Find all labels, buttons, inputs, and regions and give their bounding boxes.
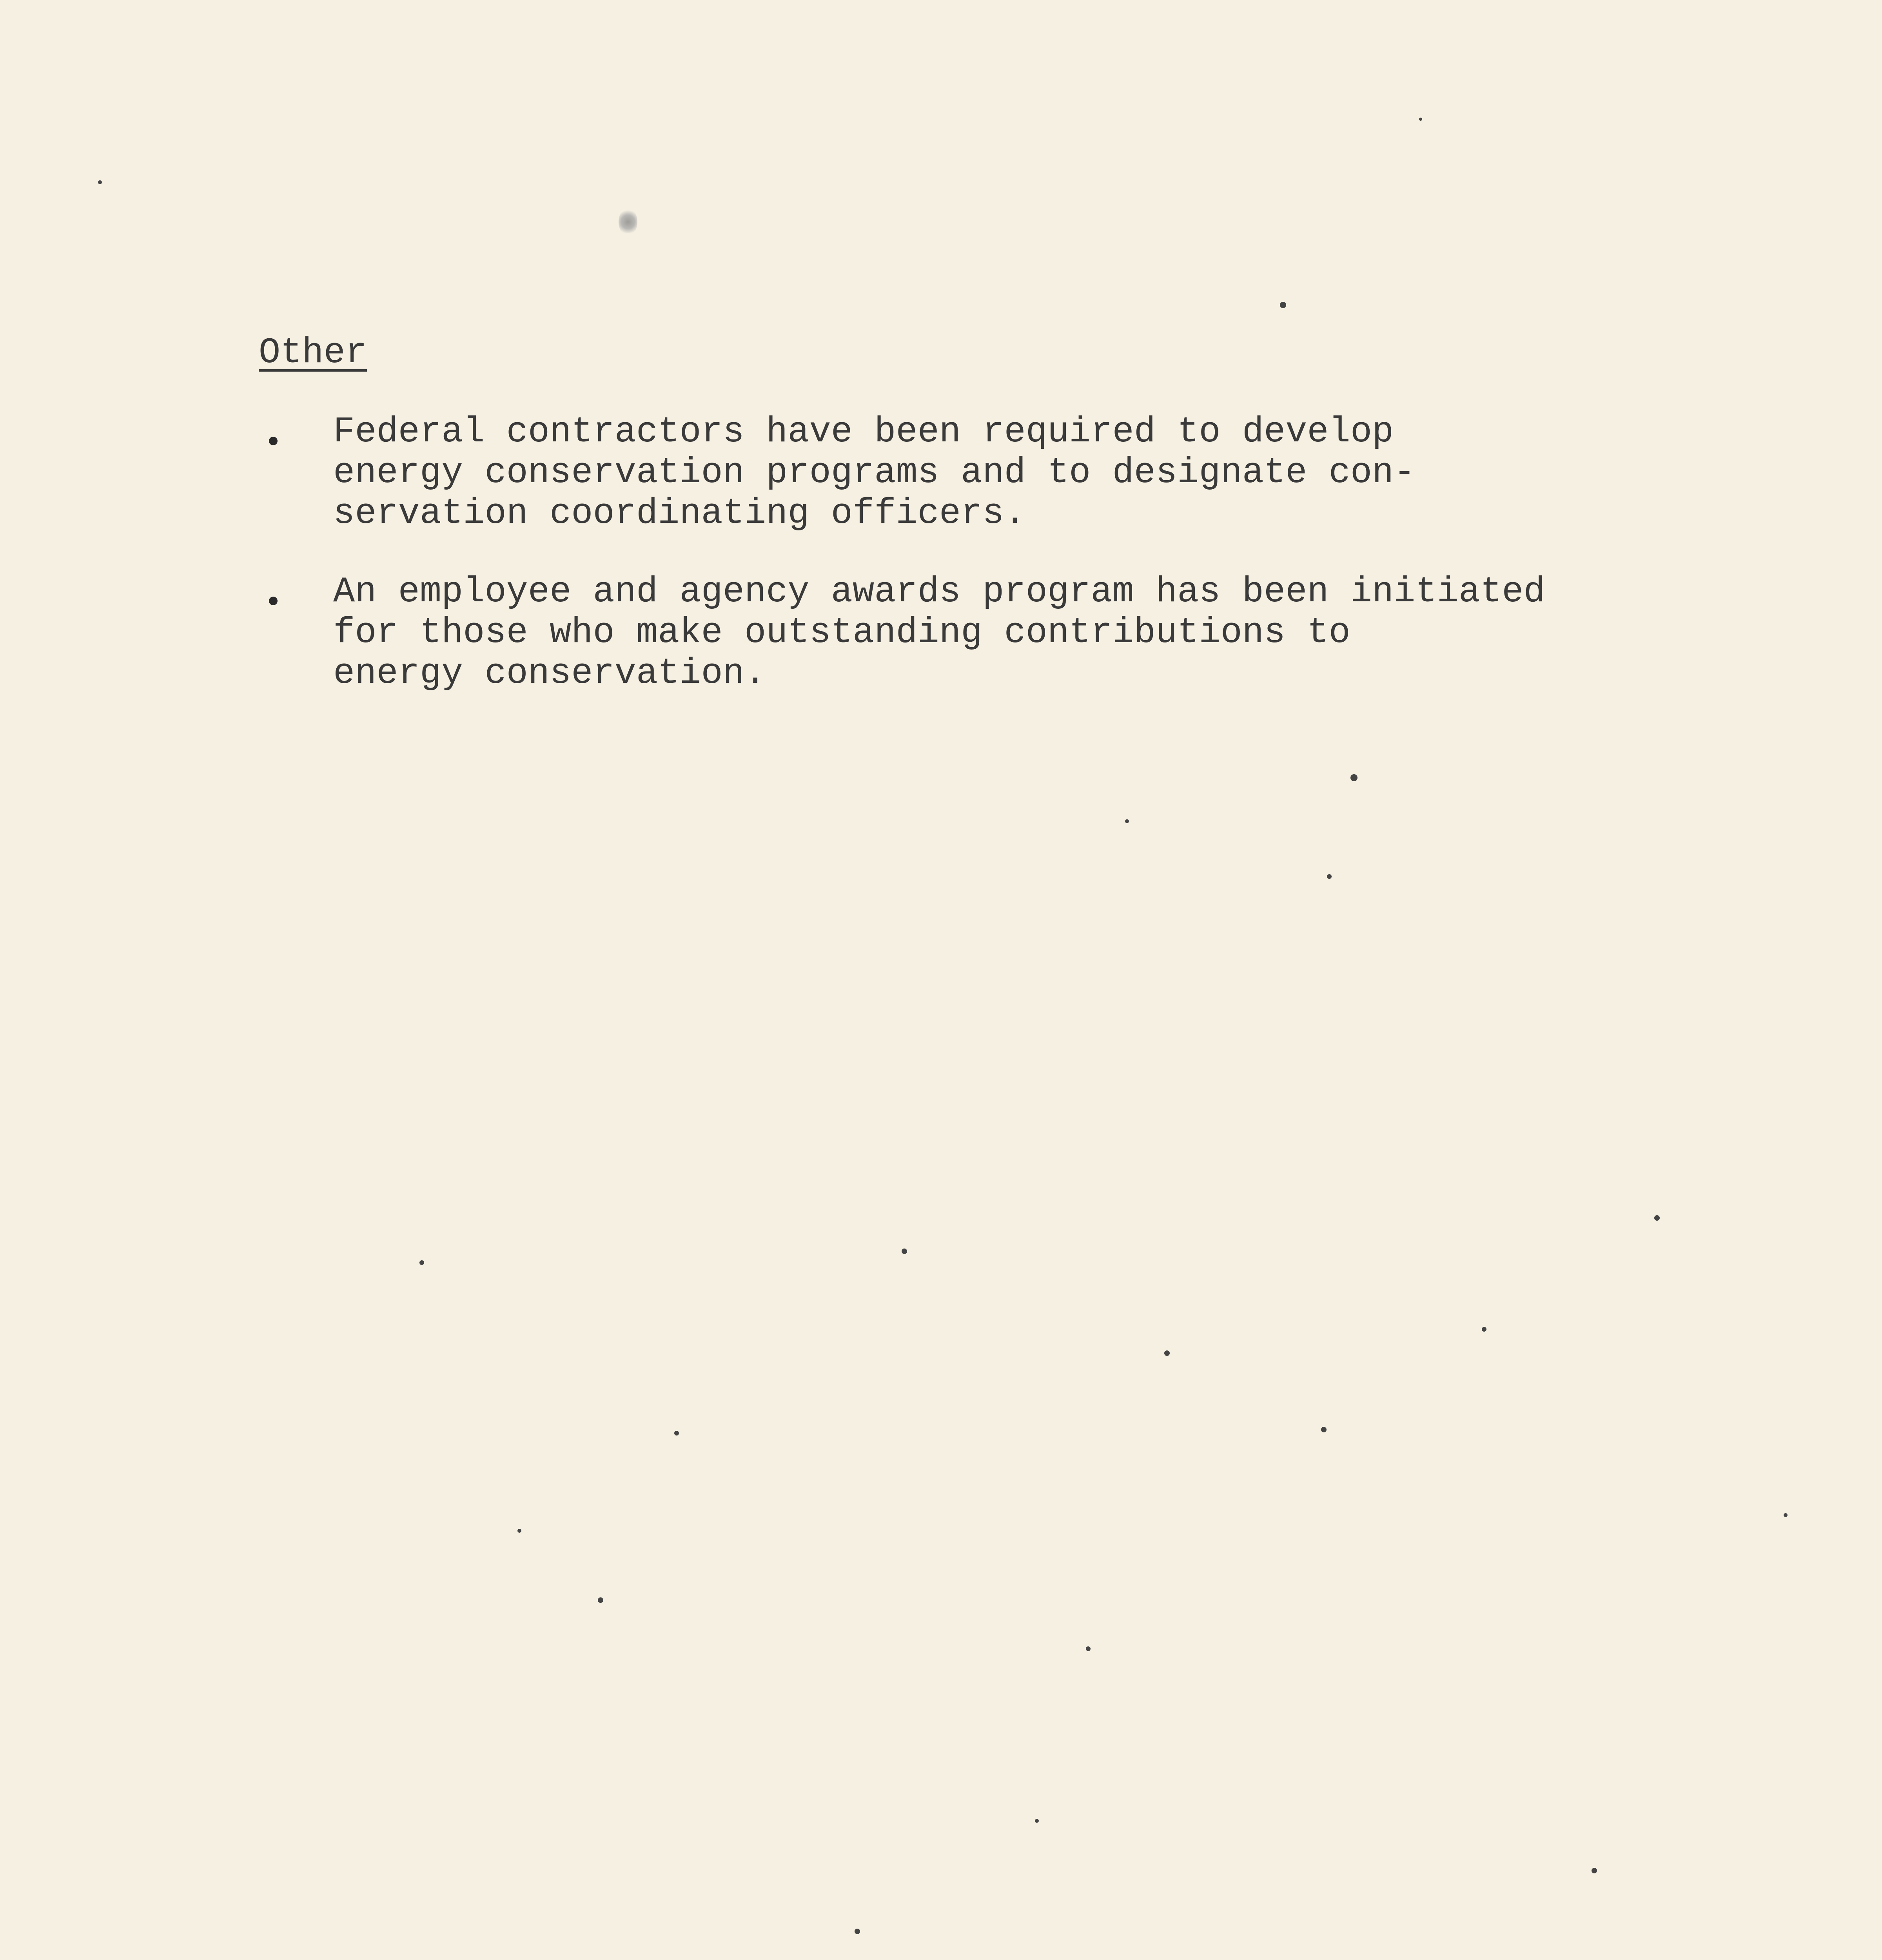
- section-heading: Other: [259, 332, 367, 373]
- paper-speck: [1327, 874, 1332, 879]
- bullet-line: servation coordinating officers.: [333, 493, 1026, 534]
- paper-speck: [98, 180, 102, 184]
- bullet-line: An employee and agency awards program has been initiated: [333, 571, 1545, 612]
- paper-speck: [1086, 1646, 1091, 1651]
- paper-speck: [1164, 1350, 1170, 1356]
- paper-speck: [674, 1431, 679, 1436]
- bullet-line: for those who make outstanding contributions to: [333, 612, 1350, 653]
- ink-smudge: [619, 208, 637, 236]
- bullet-dot-icon: [269, 437, 278, 445]
- paper-speck: [1419, 118, 1422, 121]
- bullet-line: energy conservation programs and to designate con-: [333, 452, 1416, 493]
- bullet-line: energy conservation.: [333, 653, 766, 694]
- paper-speck: [517, 1529, 521, 1533]
- bullet-dot-icon: [269, 597, 278, 605]
- paper-speck: [1350, 774, 1358, 781]
- paper-speck: [1280, 302, 1286, 308]
- paper-speck: [1784, 1513, 1788, 1517]
- bullet-item-contractors: [259, 412, 1748, 534]
- paper-speck: [1654, 1215, 1660, 1221]
- paper-speck: [1482, 1327, 1486, 1332]
- bullet-item-awards: [259, 572, 1748, 694]
- paper-speck: [1321, 1427, 1327, 1432]
- paper-speck: [855, 1929, 860, 1934]
- paper-speck: [902, 1249, 907, 1254]
- paper-speck: [598, 1597, 603, 1603]
- paper-speck: [1592, 1868, 1597, 1873]
- paper-speck: [419, 1260, 424, 1265]
- bullet-line: Federal contractors have been required to develop: [333, 411, 1394, 452]
- paper-speck: [1035, 1819, 1039, 1823]
- bullet-list: [259, 412, 1748, 731]
- paper-speck: [1125, 819, 1129, 823]
